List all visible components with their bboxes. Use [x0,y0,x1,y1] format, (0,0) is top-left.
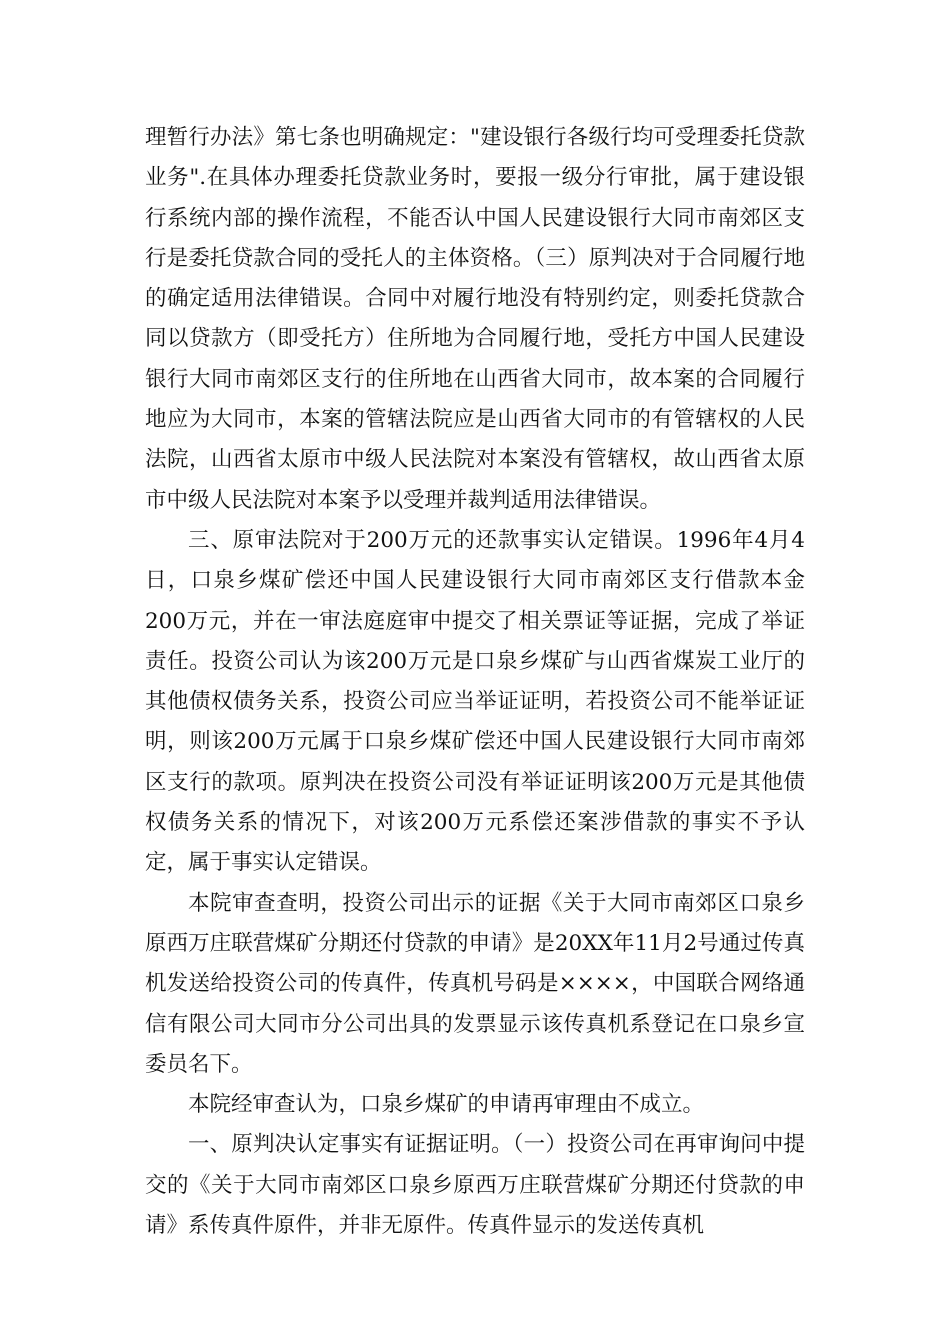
paragraph-2: 三、原审法院对于200万元的还款事实认定错误。1996年4月4日，口泉乡煤矿偿还中国人民建设银行大同市南郊区支行借款本金200万元，并在一审法庭庭审中提交了相关票证等证据，完成了举证责任。投资公司认为该200万元是口泉乡煤矿与山西省煤炭工业厅的其他债权债务关系，投资公司应当举证证明，若投资公司不能举证证明，则该200万元属于口泉乡煤矿偿还中国人民建设银行大同市南郊区支行的款项。原判决在投资公司没有举证证明该200万元是其他债权债务关系的情况下，对该200万元系偿还案涉借款的事实不予认定，属于事实认定错误。 [145,527,805,876]
paragraph-3: 本院审查查明，投资公司出示的证据《关于大同市南郊区口泉乡原西万庄联营煤矿分期还付贷款的申请》是20XX年11月2号通过传真机发送给投资公司的传真件，传真机号码是××××，中国联合网络通信有限公司大同市分公司出具的发票显示该传真机系登记在口泉乡宣委员名下。 [145,890,805,1077]
document-page [145,118,805,1246]
paragraph-1: 理暂行办法》第七条也明确规定："建设银行各级行均可受理委托贷款业务".在具体办理委托贷款业务时，要报一级分行审批，属于建设银行系统内部的操作流程，不能否认中国人民建设银行大同市南郊区支行是委托贷款合同的受托人的主体资格。（三）原判决对于合同履行地的确定适用法律错误。合同中对履行地没有特别约定，则委托贷款合同以贷款方（即受托方）住所地为合同履行地，受托方中国人民建设银行大同市南郊区支行的住所地在山西省大同市，故本案的合同履行地应为大同市，本案的管辖法院应是山西省大同市的有管辖权的人民法院，山西省太原市中级人民法院对本案没有管辖权，故山西省太原市中级人民法院对本案予以受理并裁判适用法律错误。 [145,125,805,513]
paragraph-5: 一、原判决认定事实有证据证明。（一）投资公司在再审询问中提交的《关于大同市南郊区口泉乡原西万庄联营煤矿分期还付贷款的申请》系传真件原件，并非无原件。传真件显示的发送传真机 [145,1132,805,1239]
paragraph-4: 本院经审查认为，口泉乡煤矿的申请再审理由不成立。 [188,1092,705,1118]
